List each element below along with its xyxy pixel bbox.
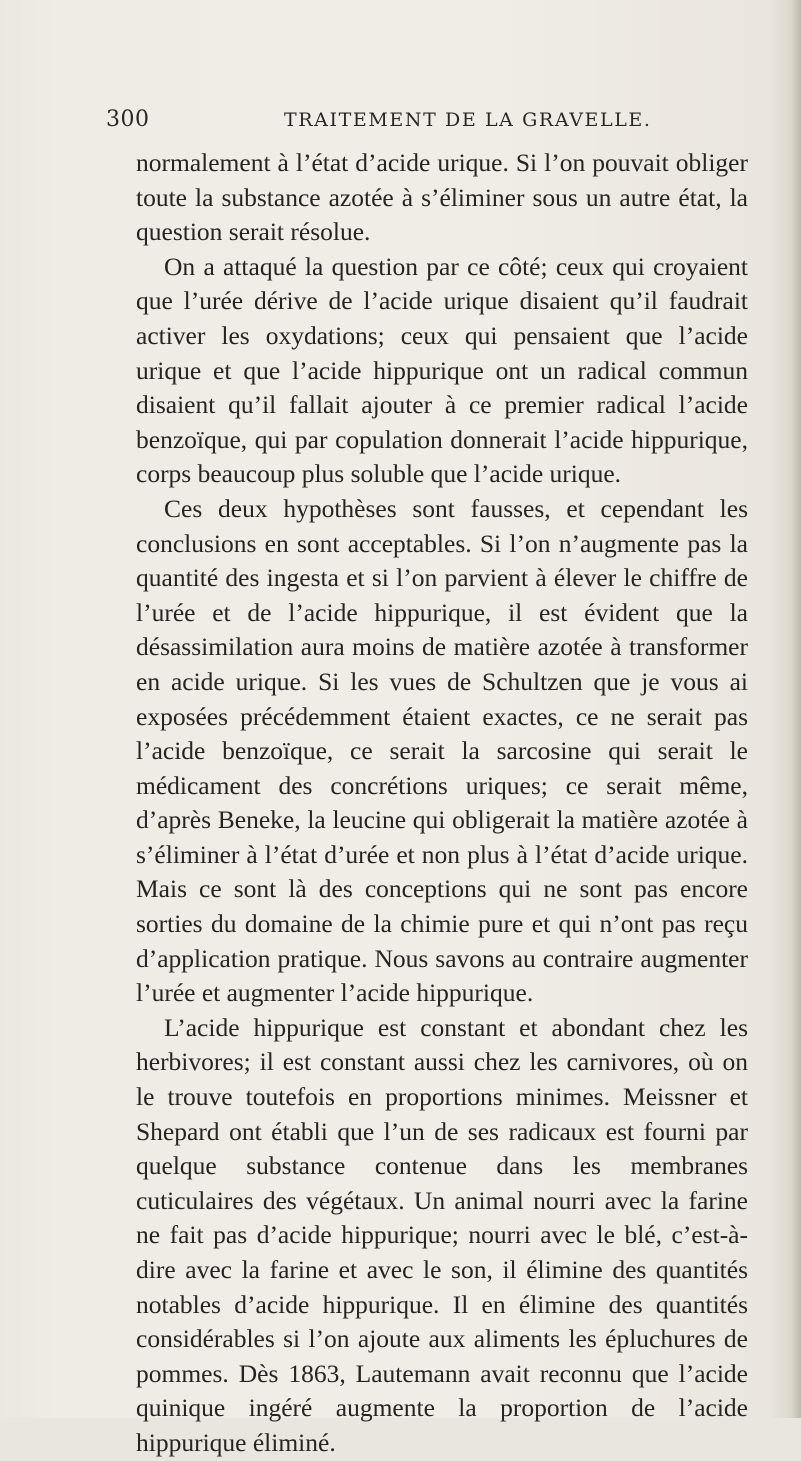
paragraph: L’acide hippurique est constant et abondant chez les herbivores; il est constant aussi chez les carnivores, où on le trouve toutefois en proportions minimes. Meissner et Shepard ont établi que l’un de ses radicaux est fourni par quelque substance contenue dans les membranes cuticulaires des végétaux. Un animal nourri avec la farine ne fait pas d’acide hippurique; nourri avec le blé, c’est-à-dire avec la farine et avec le son, il élimine des quantités notables d’acide hippurique. Il en élimine des quantités considérables si l’on ajoute aux aliments les épluchures de pommes. Dès 1863, Lautemann avait reconnu que l’acide quinique ingéré augmente la proportion de l’acide hippurique éliminé. [136, 1012, 748, 1457]
running-title: TRAITEMENT DE LA GRAVELLE. [284, 109, 652, 131]
paragraph: Ces deux hypothèses sont fausses, et cependant les conclusions en sont acceptables. Si l’on n’augmente pas la quantité des ingesta et si l’on parvient à élever le chiffre de l’urée et de l’acide hippurique, il est évident que la désassimilation aura moins de matière azotée à transformer en acide urique. Si les vues de Schultzen que je vous ai exposées précédemment étaient exactes, ce ne serait pas l’acide benzoïque, ce serait la sarcosine qui serait le médicament des concrétions uriques; ce serait même, d’après Beneke, la leucine qui obligerait la matière azotée à s’éliminer à l’état d’urée et non plus à l’état d’acide urique. Mais ce sont là des conceptions qui ne sont pas encore sorties du domaine de la chimie pure et qui n’ont pas reçu d’application pratique. Nous savons au contraire augmenter l’urée et augmenter l’acide hippurique. [136, 493, 748, 1008]
paragraph-continuation: normalement à l’état d’acide urique. Si l’on pouvait obliger toute la substance azotée à s’éliminer sous un autre état, la question serait résolue. [136, 148, 748, 247]
body-text [136, 146, 748, 1461]
paragraph: On a attaqué la question par ce côté; ceux qui croyaient que l’urée dérive de l’acide urique disaient qu’il faudrait activer les oxydations; ceux qui pensaient que l’acide urique et que l’acide hippurique ont un radical commun disaient qu’il fallait ajouter à ce premier radical l’acide benzoïque, qui par copulation donnerait l’acide hippurique, corps beaucoup plus soluble que l’acide urique. [136, 251, 748, 489]
page-header [106, 107, 706, 137]
page-edge-shadow [791, 0, 801, 1418]
page-number: 300 [106, 107, 150, 132]
